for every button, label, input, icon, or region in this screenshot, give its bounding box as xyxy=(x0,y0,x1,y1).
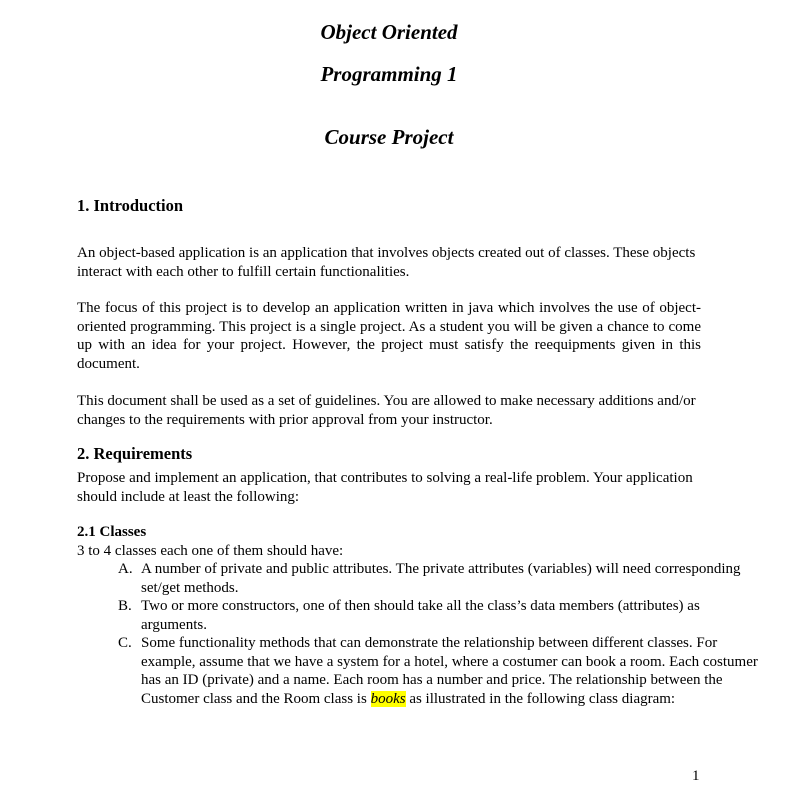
classes-list xyxy=(77,560,767,708)
list-item xyxy=(77,597,767,634)
list-item-text-after: as illustrated in the following class diagram: xyxy=(405,690,676,707)
list-marker: C. xyxy=(118,635,132,651)
requirements-paragraph: Propose and implement an application, that contributes to solving a real-life problem. Your application should include at least the following: xyxy=(77,470,693,505)
heading-introduction: 1. Introduction xyxy=(77,196,184,215)
list-marker: B. xyxy=(118,598,132,614)
list-item xyxy=(77,634,767,708)
title-line-1: Object Oriented xyxy=(320,20,458,44)
intro-paragraph-2: The focus of this project is to develop an application written in java which involves the use of object-oriented programming. This project is a single project. As a student you will be given a chance to come up with an idea for your project. However, the project must satisfy the reequipments given in this document. xyxy=(77,300,701,372)
list-marker: A. xyxy=(118,561,133,577)
list-item xyxy=(77,560,767,597)
list-item-text: A number of private and public attributes. The private attributes (variables) will need corresponding set/get methods. xyxy=(141,561,741,596)
page-number: 1 xyxy=(692,768,700,784)
intro-paragraph-1: An object-based application is an application that involves objects created out of classes. These objects interact with each other to fulfill certain functionalities. xyxy=(77,245,696,280)
classes-intro: 3 to 4 classes each one of them should have: xyxy=(77,543,344,559)
list-item-text: Two or more constructors, one of then should take all the class’s data members (attributes) as arguments. xyxy=(141,598,700,633)
title-line-3: Course Project xyxy=(324,125,454,149)
heading-requirements: 2. Requirements xyxy=(77,444,193,463)
heading-classes: 2.1 Classes xyxy=(77,524,147,540)
highlighted-word: books xyxy=(370,690,406,707)
list-item-text-before: Some functionality methods that can demonstrate the relationship between different classes. For example, assume that we have a system for a hotel, where a costumer can book a room. Each costumer has an ID (private) and a name. Each room has a number and price. The relationship between the Customer class and the Room class is xyxy=(141,635,758,707)
title-line-2: Programming 1 xyxy=(320,62,458,86)
intro-paragraph-3: This document shall be used as a set of guidelines. You are allowed to make necessary additions and/or changes to the requirements with prior approval from your instructor. xyxy=(77,393,696,428)
